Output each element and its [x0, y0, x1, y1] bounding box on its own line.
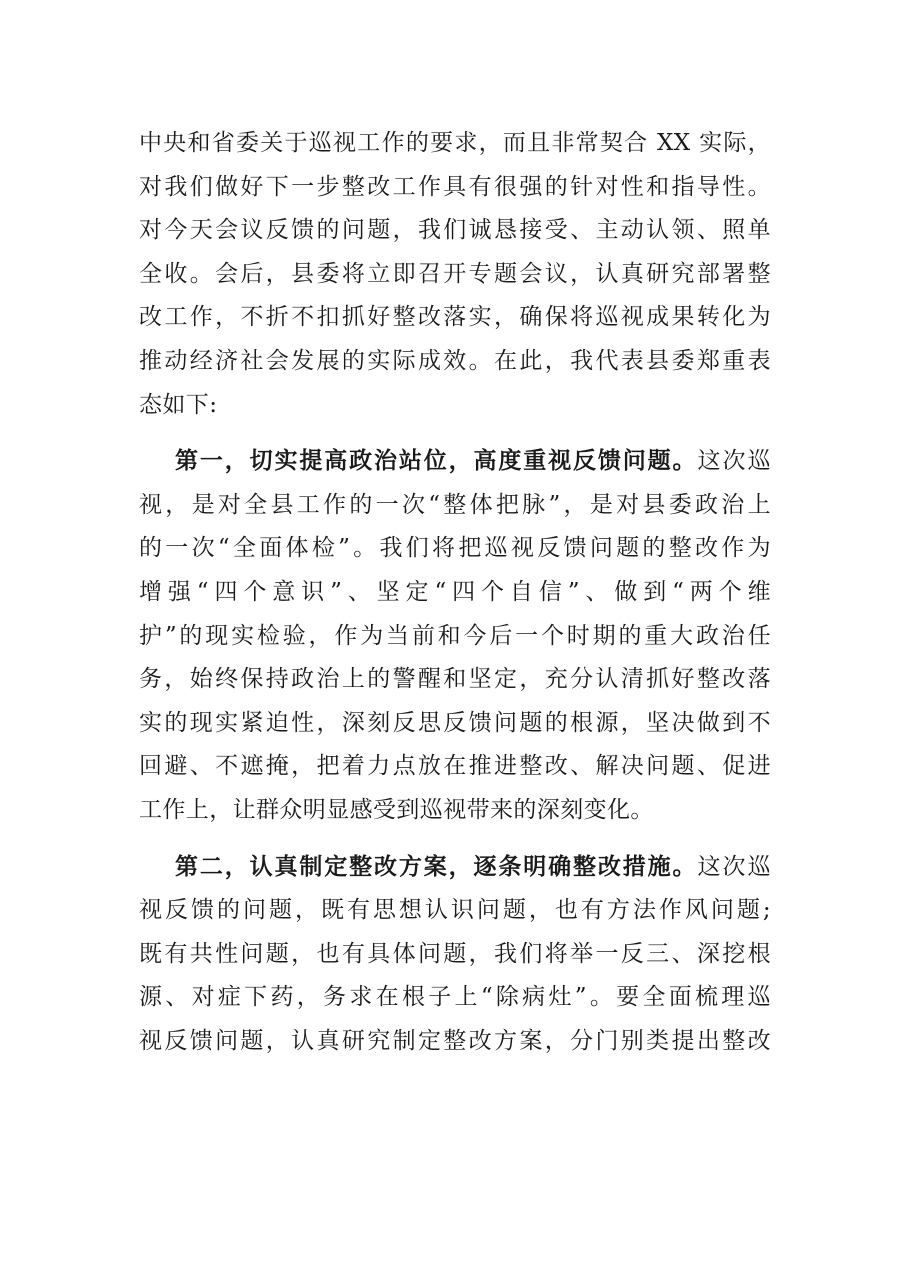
- paragraph-first-line: [139, 440, 771, 484]
- text-line: 推动经济社会发展的实际成效。在此，我代表县委郑重表: [139, 347, 771, 374]
- section-heading: 第一，切实提高政治站位，高度重视反馈问题。: [175, 448, 698, 475]
- text-line: 视，是对全县工作的一次“整体把脉”，是对县委政治上: [139, 491, 771, 518]
- text-line: 态如下:: [139, 391, 218, 418]
- text-line: 中央和省委关于巡视工作的要求，而且非常契合 XX 实际，: [139, 130, 771, 156]
- paragraph-gap: [139, 833, 771, 846]
- text-line: 全收。会后，县委将立即召开专题会议，认真研究部署整: [139, 260, 771, 287]
- text-line: 回避、不遮掩，把着力点放在推进整改、解决问题、促进: [139, 753, 771, 780]
- paragraph-first-line: [139, 846, 771, 890]
- text-line: 源、对症下药，务求在根子上“除病灶”。要全面梳理巡: [139, 984, 771, 1011]
- text-line: 改工作，不折不扣抓好整改落实，确保将巡视成果转化为: [139, 304, 771, 331]
- document-body: [139, 122, 771, 1063]
- paragraph-1: [139, 122, 771, 427]
- text-line: 对我们做好下一步整改工作具有很强的针对性和指导性。: [139, 173, 771, 200]
- section-heading: 第二，认真制定整改方案，逐条明确整改措施。: [175, 853, 698, 880]
- paragraph-gap: [139, 427, 771, 440]
- paragraph-3: [139, 846, 771, 1064]
- text-line: 实的现实紧迫性，深刻反思反馈问题的根源，坚决做到不: [139, 709, 771, 736]
- text-run: 这次巡: [697, 853, 771, 880]
- text-line: 增强“四个意识”、坚定“四个自信”、做到“两个维: [139, 578, 771, 605]
- text-line: 工作上，让群众明显感受到巡视带来的深刻变化。: [139, 796, 654, 823]
- text-line: 既有共性问题，也有具体问题，我们将举一反三、深挖根: [139, 940, 771, 967]
- text-line: 护”的现实检验，作为当前和今后一个时期的重大政治任: [139, 622, 771, 649]
- text-line: 对今天会议反馈的问题，我们诚恳接受、主动认领、照单: [139, 217, 771, 244]
- paragraph-2: [139, 440, 771, 832]
- text-line: 视反馈问题，认真研究制定整改方案，分门别类提出整改: [139, 1027, 771, 1054]
- text-run: 这次巡: [697, 448, 771, 475]
- text-line: 视反馈的问题，既有思想认识问题，也有方法作风问题;: [139, 897, 771, 924]
- text-line: 务，始终保持政治上的警醒和坚定，充分认清抓好整改落: [139, 666, 771, 693]
- text-line: 的一次“全面体检”。我们将把巡视反馈问题的整改作为: [139, 535, 771, 562]
